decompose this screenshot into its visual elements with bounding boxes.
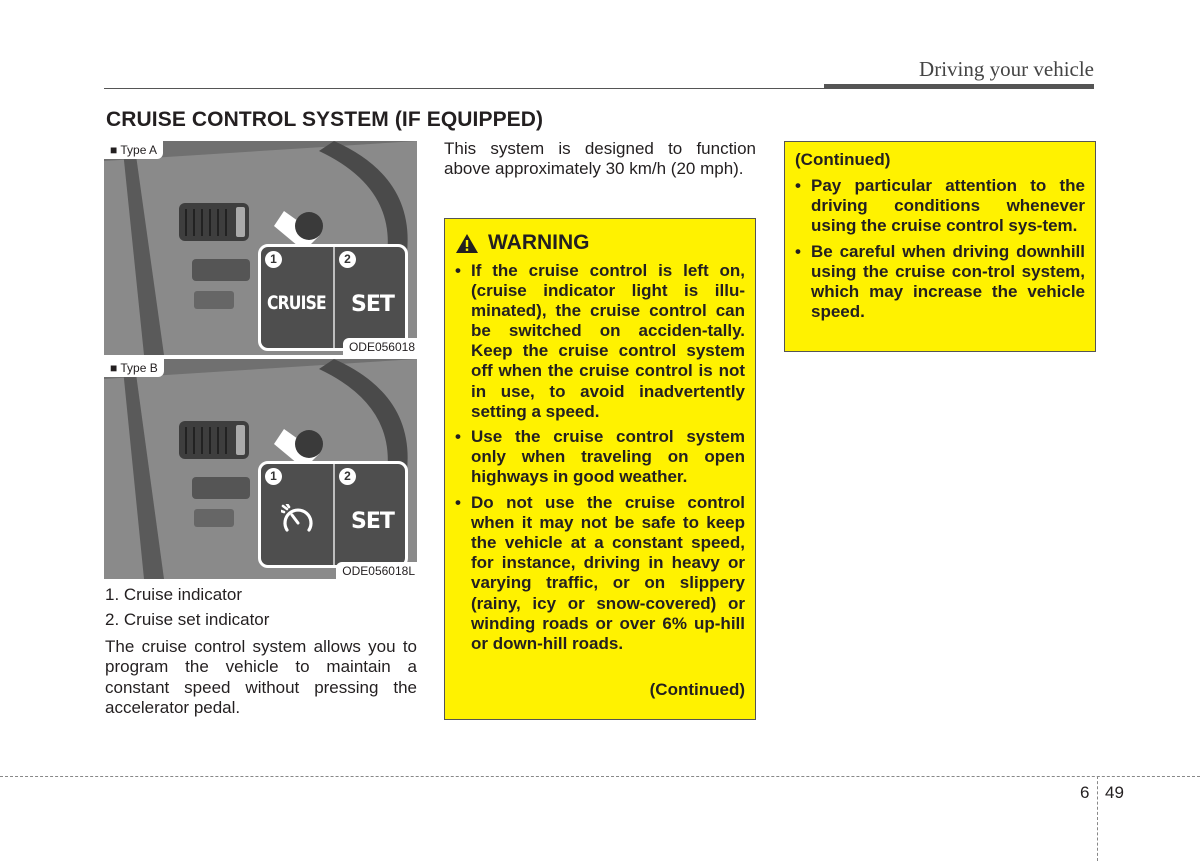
figure-code: ODE056018 (343, 338, 417, 355)
warning-item: • If the cruise control is left on, (cruise indicator light is illu-minated), the cruise control can be switched on acciden-tally. Keep the cruise control system off when the cruise control is not in use, to avoid inadvertently setting a speed. (454, 261, 745, 422)
callout-number: 1 (265, 468, 282, 485)
continued-list (794, 176, 1085, 328)
figure-label: ■ Type A (104, 141, 163, 159)
callout-number: 2 (339, 468, 356, 485)
callout-number: 1 (265, 251, 282, 268)
warning-heading (455, 231, 590, 255)
cruise-gauge-icon (281, 504, 315, 538)
continued-title: (Continued) (795, 150, 891, 169)
continued-warning-box (784, 141, 1096, 352)
warning-item: • Be careful when driving downhill using the cruise con-trol system, which may increase the vehicle speed. (794, 242, 1085, 322)
warning-item: • Use the cruise control system only when traveling on open highways in good weather. (454, 427, 745, 487)
indicator-panel (258, 244, 408, 351)
header-rule-accent (824, 84, 1094, 89)
figure-type-a (104, 141, 417, 355)
continued-label: (Continued) (649, 680, 745, 699)
cruise-indicator-label: CRUISE (267, 292, 326, 314)
figure-type-b (104, 359, 417, 579)
set-indicator-label: SET (351, 509, 394, 534)
figure-label: ■ Type B (104, 359, 164, 377)
warning-item: • Do not use the cruise control when it may not be safe to keep the vehicle at a constant speed, for instance, driving in heavy or varying traffic, or on slippery (rainy, icy or snow-covered) or winding roads or over 6% up-hill or down-hill roads. (454, 493, 745, 654)
page-number: 49 (1105, 783, 1124, 802)
footer-divider (0, 776, 1200, 777)
footer-vertical-divider (1097, 776, 1098, 861)
warning-title: WARNING (488, 231, 590, 254)
warning-item: • Pay particular attention to the driving conditions whenever using the cruise control sys-tem. (794, 176, 1085, 236)
legend-item: 2. Cruise set indicator (105, 610, 270, 629)
header-title: Driving your vehicle (919, 57, 1094, 81)
body-paragraph: The cruise control system allows you to program the vehicle to maintain a constant speed without pressing the accelerator pedal. (105, 637, 417, 717)
warning-box (444, 218, 756, 720)
section-title: CRUISE CONTROL SYSTEM (IF EQUIPPED) (106, 108, 544, 131)
warning-list (454, 261, 745, 659)
indicator-divider (333, 464, 335, 565)
figure-code: ODE056018L (336, 562, 417, 579)
body-paragraph: This system is designed to function above approximately 30 km/h (20 mph). (444, 139, 756, 179)
warning-triangle-icon (455, 233, 479, 254)
callout-number: 2 (339, 251, 356, 268)
legend-item: 1. Cruise indicator (105, 585, 243, 604)
set-indicator-label: SET (351, 292, 394, 317)
indicator-divider (333, 247, 335, 348)
chapter-number: 6 (1080, 783, 1090, 802)
indicator-panel (258, 461, 408, 568)
